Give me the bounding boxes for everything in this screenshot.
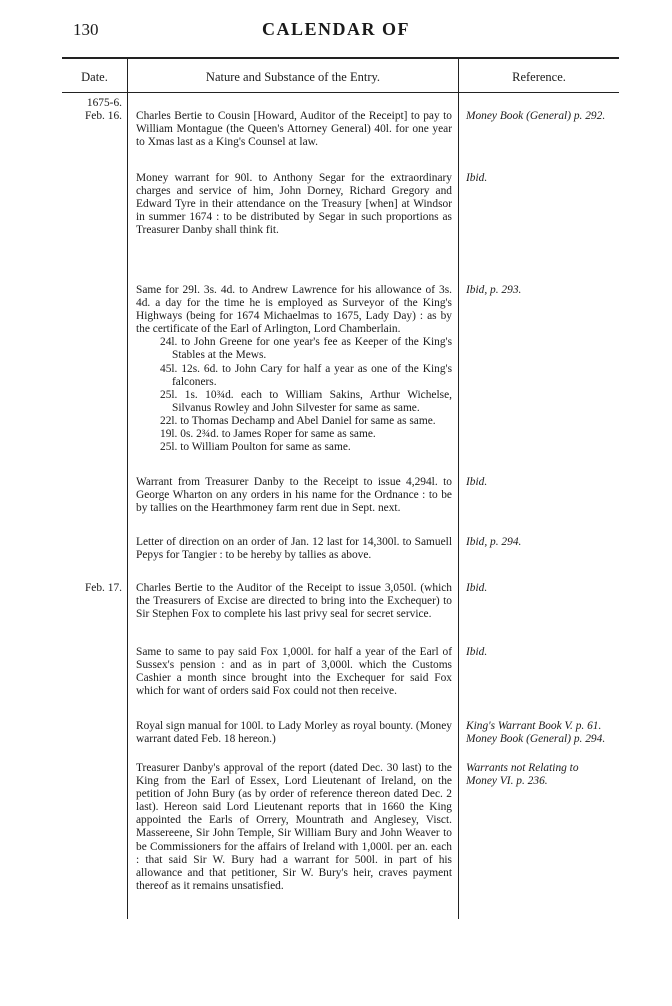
page-number: 130 (73, 20, 99, 39)
entry-3-text: Same for 29l. 3s. 4d. to Andrew Lawrence for his allowance of 3s. 4d. a day for the time he is employed as Surveyor of the King's Highways (being for 1674 Michaelmas to 1675, Lady Day) : as by the certificate of the Earl of Arlington, Lord Chamberlain. (136, 284, 452, 336)
entry-7: Same to same to pay said Fox 1,000l. for half a year of the Earl of Sussex's pension : and as in part of 3,000l. which the Customs Cashier a month since brought into the Exchequer for said Fox which for want of orders said Fox could not then receive. (136, 646, 452, 698)
ref-5: Ibid, p. 294. (466, 536, 522, 548)
date-year: 1675-6. (86, 97, 122, 109)
column-divider-2 (458, 57, 459, 919)
ref-8: King's Warrant Book V. p. 61. Money Book (General) p. 294. (466, 720, 606, 746)
entry-3-item-6: 25l. to William Poulton for same as same. (160, 441, 351, 454)
column-header-reference: Reference. (512, 70, 566, 84)
page-title: CALENDAR OF (261, 19, 410, 39)
ref-6: Ibid. (466, 582, 488, 594)
entry-3-item-2: 45l. 12s. 6d. to John Cary for half a year as one of the King's falconers. (160, 362, 452, 388)
header-bottom-rule (62, 92, 619, 93)
column-header-date: Date. (81, 70, 108, 84)
date-feb-17: Feb. 17. (84, 582, 122, 594)
ref-3: Ibid, p. 293. (466, 284, 522, 296)
entry-2: Money warrant for 90l. to Anthony Segar for the extraordinary charges and service of him, John Dorney, Richard Gregory and Edward Tyre in their attendance on the Treasury [when] at Windsor in summer 1674 : to be distributed by Segar in such proportions as Treasurer Danby shall think fit. (136, 172, 452, 237)
ref-7: Ibid. (466, 646, 488, 658)
table-top-rule (62, 57, 619, 59)
entry-5: Letter of direction on an order of Jan. 12 last for 14,300l. to Samuell Pepys for Tangier : to be hereby by tallies as above. (136, 536, 452, 562)
column-divider-1 (127, 57, 128, 919)
entry-9: Treasurer Danby's approval of the report (dated Dec. 30 last) to the King from the Earl of Essex, Lord Lieutenant of Ireland, on the petition of John Bury (as by order of reference thereon dated Dec. 2 last). Hereon said Lord Lieutenant reports that in 1660 the King appointed the Earls of Orrery, Mountrath and Anglesey, Visct. Massereene, Sir John Temple, Sir William Bury and John Weaver to be Commissioners for the affairs of Ireland with 1,000l. per an. each : that said Sir W. Bury had a warrant for 500l. in part of his allowance and that petitioner, Sir W. Bury's heir, craves payment thereof as it remains unsatisfied. (136, 762, 452, 892)
column-header-nature: Nature and Substance of the Entry. (205, 70, 381, 84)
entry-4: Warrant from Treasurer Danby to the Receipt to issue 4,294l. to George Wharton on any orders in his name for the Ordnance : to be by tallies on the Hearthmoney farm rent due in Sept. next. (136, 476, 452, 515)
entry-1: Charles Bertie to Cousin [Howard, Auditor of the Receipt] to pay to William Montague (the Queen's Attorney General) 40l. for one year to Xmas last as a King's Counsel at law. (136, 110, 452, 149)
ref-4: Ibid. (466, 476, 488, 488)
entry-3-item-4: 22l. to Thomas Dechamp and Abel Daniel for same as same. (160, 414, 436, 427)
entry-3-item-3: 25l. 1s. 10¾d. each to William Sakins, Arthur Wichelse, Silvanus Rowley and John Silvester for same as same. (160, 388, 452, 414)
entry-3-item-5: 19l. 0s. 2¾d. to James Roper for same as same. (160, 428, 376, 441)
date-feb-16: Feb. 16. (84, 110, 122, 122)
ref-1: Money Book (General) p. 292. (466, 110, 606, 122)
ref-2: Ibid. (466, 172, 488, 184)
entry-3 (136, 284, 452, 454)
entry-6: Charles Bertie to the Auditor of the Receipt to issue 3,050l. (which the Treasurers of Excise are directed to bring into the Exchequer) to Sir Stephen Fox to complete his last privy seal for secret service. (136, 582, 452, 621)
entry-3-item-1: 24l. to John Greene for one year's fee as Keeper of the King's Stables at the Mews. (160, 336, 452, 362)
entry-8: Royal sign manual for 100l. to Lady Morley as royal bounty. (Money warrant dated Feb. 18 hereon.) (136, 720, 452, 746)
ref-9: Warrants not Relating to Money VI. p. 236. (466, 762, 579, 788)
